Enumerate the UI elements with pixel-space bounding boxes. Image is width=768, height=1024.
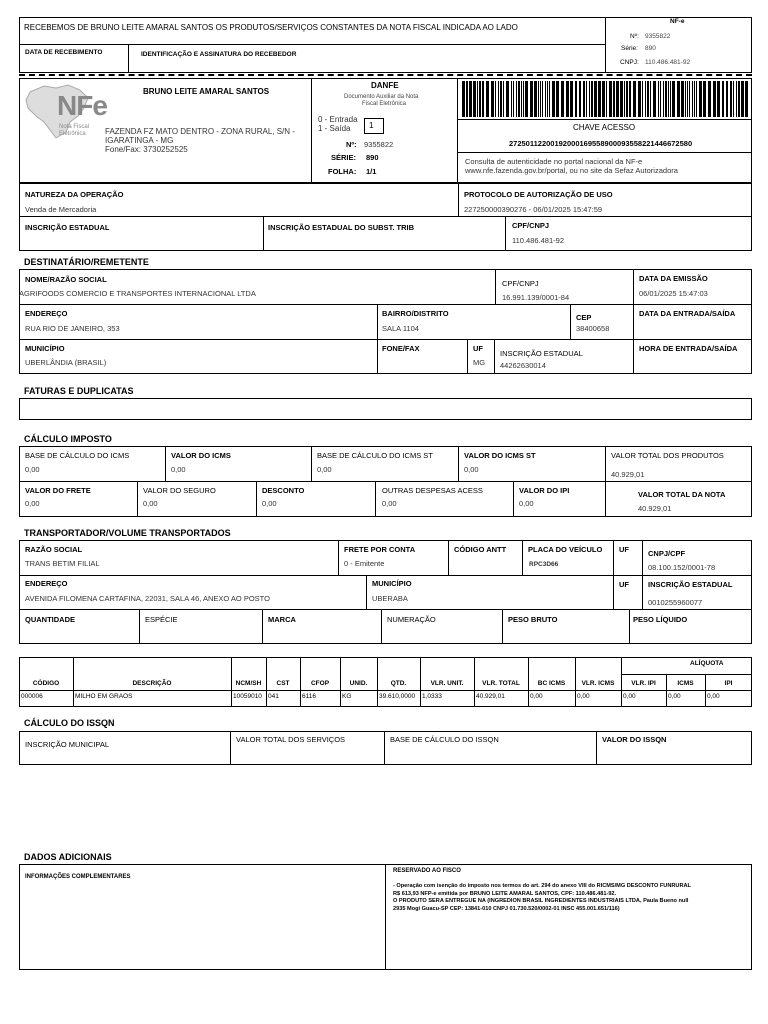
prod-cell: 10059010: [233, 693, 262, 700]
imp-vline2: [311, 446, 312, 481]
prod-cell: 1,0333: [422, 693, 442, 700]
tr-municipio: UBERABA: [372, 594, 408, 603]
tr-frete-label: FRETE POR CONTA: [344, 545, 416, 554]
prod-header: VLR. UNIT.: [430, 680, 464, 687]
barcode-bar: [598, 81, 601, 117]
barcode-bar: [552, 81, 555, 117]
tr-peso-liquido-label: PESO LÍQUIDO: [633, 615, 688, 624]
prod-cell: 041: [268, 693, 279, 700]
aliquota-hline: [621, 674, 752, 675]
protocolo-value: 227250000390276 - 06/01/2025 15:47:59: [464, 205, 603, 214]
canhoto-serie: 890: [645, 45, 656, 52]
dest-cpf: 16.991.139/0001-84: [502, 293, 570, 302]
tr-placa-label: PLACA DO VEÍCULO: [528, 545, 603, 554]
barcode-bar: [602, 81, 605, 117]
ipi: 0,00: [519, 499, 534, 508]
total-nota: 40.929,01: [638, 504, 672, 513]
issqn-vline2: [384, 731, 385, 765]
barcode-bar: [642, 81, 643, 117]
barcode-bar: [665, 81, 667, 117]
assinatura-label: IDENTIFICAÇÃO E ASSINATURA DO RECEBEDOR: [141, 51, 297, 58]
barcode-bar: [545, 81, 546, 117]
imp-hline: [19, 481, 752, 482]
bc-icms: 0,00: [25, 465, 40, 474]
imp-vline8: [513, 481, 514, 517]
barcode-bar: [626, 81, 628, 117]
barcode-bar: [663, 81, 664, 117]
seguro-label: VALOR DO SEGURO: [143, 486, 216, 495]
dest-vline1: [495, 269, 496, 304]
barcode-bar: [462, 81, 465, 117]
barcode-bar: [708, 81, 711, 117]
canhoto-vdivider2: [128, 44, 129, 73]
barcode-bar: [689, 81, 690, 117]
barcode-bar: [561, 81, 564, 117]
tr-cnpj-label: CNPJ/CPF: [648, 549, 686, 558]
barcode-bar: [518, 81, 520, 117]
issqn-bc-label: BASE DE CÁLCULO DO ISSQN: [390, 735, 499, 744]
barcode-bar: [722, 81, 724, 117]
transportador-section: TRANSPORTADOR/VOLUME TRANSPORTADOS: [24, 528, 231, 538]
barcode-bar: [586, 81, 587, 117]
dest-uf-label: UF: [473, 344, 483, 353]
prod-header: VLR. TOTAL: [482, 680, 520, 687]
data-recebimento-label: DATA DE RECEBIMENTO: [25, 49, 103, 56]
emitente-endereco1: FAZENDA FZ MATO DENTRO - ZONA RURAL, S/N -: [105, 127, 295, 136]
tr-antt-label: CÓDIGO ANTT: [454, 545, 507, 554]
barcode-bar: [703, 81, 706, 117]
tr-razao: TRANS BETIM FILIAL: [25, 559, 100, 568]
barcode-bar: [717, 81, 720, 117]
destinatario-section: DESTINATÁRIO/REMETENTE: [24, 257, 149, 267]
prod-header: VLR. ICMS: [581, 680, 615, 687]
barcode-bar: [570, 81, 573, 117]
tr-vline6: [366, 575, 367, 609]
barcode-bar: [738, 81, 740, 117]
barcode-bar: [606, 81, 607, 117]
barcode-bar: [685, 81, 686, 117]
prod-cell: 000006: [21, 693, 43, 700]
desconto: 0,00: [262, 499, 277, 508]
natureza-hline: [19, 216, 752, 217]
emitente-cpf: 110.486.481-92: [512, 236, 564, 245]
ie-vline1: [263, 216, 264, 251]
imp-vline1: [165, 446, 166, 481]
imp-vline7: [375, 481, 376, 517]
natureza-box: [19, 183, 752, 251]
destinatario-box: [19, 269, 752, 374]
canhoto-cnpj-label: CNPJ:: [620, 59, 639, 66]
barcode-bar: [583, 81, 585, 117]
barcode-bar: [745, 81, 748, 117]
nfe-logo-text: NFe: [57, 90, 107, 121]
header-vdivider1: [311, 78, 312, 183]
barcode-bar: [624, 81, 625, 117]
faturas-section: FATURAS E DUPLICATAS: [24, 386, 134, 396]
barcode-bar: [589, 81, 590, 117]
barcode-bar: [594, 81, 597, 117]
dest-hline2: [19, 339, 752, 340]
bc-st-label: BASE DE CÁLCULO DO ICMS ST: [317, 451, 433, 460]
imp-vline6: [256, 481, 257, 517]
bc-st: 0,00: [317, 465, 332, 474]
barcode-bar: [658, 81, 659, 117]
fisco-text-line4: 2935 Mogi Guacu-SP CEP: 13841-010 CNPJ 01.730.520/0002-01 INSC 455.001.651/116): [393, 905, 620, 912]
ie-label: INSCRIÇÃO ESTADUAL: [25, 223, 110, 232]
info-label: INFORMAÇÕES COMPLEMENTARES: [25, 874, 131, 880]
issqn-servicos-label: VALOR TOTAL DOS SERVIÇOS: [236, 735, 346, 744]
emitente-fone: Fone/Fax: 3730252525: [105, 145, 188, 154]
seguro: 0,00: [143, 499, 158, 508]
barcode-bar: [713, 81, 716, 117]
barcode-bar: [521, 81, 522, 117]
barcode-bar: [613, 81, 615, 117]
dest-ie-label: INSCRIÇÃO ESTADUAL: [500, 349, 583, 358]
barcode-bar: [741, 81, 744, 117]
prod-header: UNID.: [349, 680, 368, 687]
barcode-bar: [692, 81, 693, 117]
frete-label: VALOR DO FRETE: [25, 486, 91, 495]
barcode-bar: [479, 81, 481, 117]
protocolo-label: PROTOCOLO DE AUTORIZAÇÃO DE USO: [464, 190, 613, 199]
barcode-bar: [549, 81, 550, 117]
prod-col-divider: [666, 674, 667, 707]
tr-uf2-label: UF: [619, 580, 629, 589]
tr-ie-label: INSCRIÇÃO ESTADUAL: [648, 580, 733, 589]
barcode-bar: [495, 81, 496, 117]
danfe-numero: 9355822: [364, 140, 394, 149]
header-vdivider2: [457, 78, 458, 183]
barcode-bar: [677, 81, 680, 117]
desconto-label: DESCONTO: [262, 486, 305, 495]
adicionais-vline: [385, 864, 386, 970]
total-prod: 40.929,01: [611, 470, 645, 479]
dest-fone-label: FONE/FAX: [382, 344, 420, 353]
danfe-folha-label: FOLHA:: [328, 167, 357, 176]
natureza-value: Venda de Mercadoria: [25, 205, 97, 214]
tr-vline2: [448, 540, 449, 575]
dest-cpf-label: CPF/CNPJ: [502, 279, 539, 288]
ie-st-label: INSCRIÇÃO ESTADUAL DO SUBST. TRIB: [268, 223, 414, 232]
chave-label: CHAVE ACESSO: [573, 123, 636, 132]
imp-vline3: [458, 446, 459, 481]
barcode-bar: [647, 81, 649, 117]
prod-header: IPI: [724, 680, 733, 687]
chave-consulta2: www.nfe.fazenda.gov.br/portal, ou no site da Sefaz Autorizadora: [465, 166, 678, 175]
emitente-endereco2: IGARATINGA - MG: [105, 136, 174, 145]
tr-municipio-label: MUNICÍPIO: [372, 579, 412, 588]
barcode-bar: [616, 81, 619, 117]
barcode-bar: [466, 81, 468, 117]
dest-bairro: SALA 1104: [382, 324, 419, 333]
issqn-im-label: INSCRIÇÃO MUNICIPAL: [25, 740, 110, 749]
barcode-bar: [477, 81, 478, 117]
danfe-saida: 1 - Saída: [318, 124, 351, 133]
tr-peso-bruto-label: PESO BRUTO: [508, 615, 558, 624]
prod-cell: 0,00: [668, 693, 681, 700]
dest-entrada-label: DATA DA ENTRADA/SAÍDA: [639, 309, 736, 318]
barcode-bar: [591, 81, 593, 117]
outras-label: OUTRAS DESPESAS ACESS: [382, 486, 483, 495]
fisco-text-line3: O PRODUTO SERA ENTREGUE NA (INGREDION BRASIL INGREDIENTES INDUSTRIAIS LTDA, Paula Bueno null: [393, 898, 689, 904]
tr-cnpj: 08.100.152/0001-78: [648, 563, 716, 572]
danfe-folha: 1/1: [366, 167, 377, 176]
chave-value: 27250112200192000169558900093558221446672580: [509, 139, 693, 148]
danfe-tipo-box: 1: [364, 118, 384, 134]
issqn-vline1: [230, 731, 231, 765]
prod-header: CST: [276, 680, 290, 687]
prod-header: BC ICMS: [537, 680, 566, 687]
faturas-box: [19, 398, 752, 420]
emitente-cpf-label: CPF/CNPJ: [512, 221, 550, 230]
adicionais-section: DADOS ADICIONAIS: [24, 852, 112, 862]
barcode-bar: [687, 81, 688, 117]
barcode-bar: [575, 81, 577, 117]
icms: 0,00: [171, 465, 186, 474]
prod-cell: MILHO EM GRAOS: [75, 693, 133, 700]
barcode-bar: [530, 81, 533, 117]
barcode-bar: [500, 81, 502, 117]
dest-nome-label: NOME/RAZÃO SOCIAL: [25, 275, 107, 284]
barcode-bar: [498, 81, 499, 117]
imp-vline5: [137, 481, 138, 517]
dest-municipio-label: MUNICÍPIO: [25, 344, 65, 353]
total-nota-label: VALOR TOTAL DA NOTA: [638, 490, 726, 499]
barcode-bar: [699, 81, 702, 117]
tr-vline1: [338, 540, 339, 575]
barcode-icon: [460, 81, 750, 117]
dest-cep-label: CEP: [576, 313, 592, 322]
natureza-vline: [458, 183, 459, 216]
tr-hline2: [19, 609, 752, 610]
prod-col-divider: [705, 674, 706, 707]
tr-endereco: AVENIDA FILOMENA CARTAFINA, 22031, SALA 46, ANEXO AO POSTO: [25, 594, 270, 603]
dest-vline4: [570, 304, 571, 339]
dest-endereco-label: ENDEREÇO: [25, 309, 68, 318]
barcode-bar: [629, 81, 631, 117]
barcode-bar: [542, 81, 543, 117]
emitente-nome: BRUNO LEITE AMARAL SANTOS: [143, 87, 270, 96]
prod-header: ICMS: [677, 680, 694, 687]
prod-cell: 6116: [302, 693, 316, 700]
bc-icms-label: BASE DE CÁLCULO DO ICMS: [25, 451, 130, 460]
prod-cell: 40.929,01: [476, 693, 505, 700]
total-prod-label: VALOR TOTAL DOS PRODUTOS: [611, 451, 724, 460]
prod-header: DESCRIÇÃO: [132, 680, 172, 687]
canhoto-statement: RECEBEMOS DE BRUNO LEITE AMARAL SANTOS OS PRODUTOS/SERVIÇOS CONSTANTES DA NOTA FISCAL INDICADA AO LADO: [24, 23, 518, 32]
barcode-bar: [516, 81, 517, 117]
canhoto-numero-label: Nº:: [630, 33, 639, 40]
barcode-bar: [609, 81, 612, 117]
prod-cell: KG: [342, 693, 352, 700]
dest-bairro-label: BAIRRO/DISTRITO: [382, 309, 449, 318]
barcode-bar: [694, 81, 695, 117]
barcode-graphic: [460, 81, 750, 117]
nfe-logo-sub1: Nota Fiscal: [59, 124, 90, 130]
fisco-text: [393, 883, 749, 913]
imp-vline4: [605, 446, 606, 517]
barcode-bar: [672, 81, 675, 117]
prod-cell: 0,00: [577, 693, 590, 700]
fisco-text-line2: R$ 613,93 NFP-e emitida por BRUNO LEITE AMARAL SANTOS, CPF: 110.486.481-92.: [393, 890, 617, 897]
dest-endereco: RUA RIO DE JANEIRO, 353: [25, 324, 120, 333]
danfe-sub1: Documento Auxiliar da Nota: [344, 94, 419, 100]
prod-cell: 0,00: [707, 693, 720, 700]
dest-emissao-label: DATA DA EMISSÃO: [639, 274, 708, 283]
danfe-sub2: Fiscal Eletrônica: [362, 101, 407, 107]
prod-header: NCM/SH: [235, 680, 262, 687]
prod-cell: 0,00: [530, 693, 543, 700]
barcode-bar: [540, 81, 541, 117]
prod-header: CÓDIGO: [32, 680, 60, 687]
barcode-bar: [645, 81, 646, 117]
dest-hline1: [19, 304, 752, 305]
issqn-section: CÁLCULO DO ISSQN: [24, 718, 115, 728]
tr-vline9: [381, 609, 382, 644]
fisco-text-line1: - Operação com isenção do imposto nos termos do art. 294 do anexo VIII do RICMS/MG DESCONTO FUNRURAL: [393, 883, 691, 889]
tr-especie-label: ESPÉCIE: [145, 615, 178, 624]
barcode-bar: [506, 81, 509, 117]
barcode-bar: [473, 81, 476, 117]
barcode-bar: [556, 81, 559, 117]
prod-header: CFOP: [310, 680, 330, 687]
natureza-label: NATUREZA DA OPERAÇÃO: [25, 190, 124, 199]
tr-vline10: [502, 609, 503, 644]
dest-vline2: [633, 269, 634, 374]
canhoto-serie-label: Série:: [621, 45, 638, 52]
barcode-bar: [525, 81, 528, 117]
barcode-bar: [491, 81, 494, 117]
imposto-section: CÁLCULO IMPOSTO: [24, 434, 112, 444]
dest-vline6: [494, 339, 495, 374]
dest-emissao: 06/01/2025 15:47:03: [639, 289, 708, 298]
canhoto-numero: 9355822: [645, 33, 671, 40]
barcode-bar: [726, 81, 728, 117]
tr-marca-label: MARCA: [268, 615, 296, 624]
icms-label: VALOR DO ICMS: [171, 451, 231, 460]
barcode-bar: [670, 81, 671, 117]
prod-hline: [19, 690, 752, 691]
issqn-valor-label: VALOR DO ISSQN: [602, 735, 667, 744]
barcode-bar: [660, 81, 661, 117]
danfe-serie-label: SÉRIE:: [331, 153, 357, 162]
tr-vline4: [613, 540, 614, 609]
prod-cell: 0,00: [623, 693, 636, 700]
barcode-bar: [482, 81, 484, 117]
chave-hline1: [457, 119, 752, 120]
canhoto-divider: [19, 44, 605, 45]
barcode-bar: [538, 81, 539, 117]
dest-municipio: UBERLÂNDIA (BRASIL): [25, 358, 107, 367]
cut-line: [19, 74, 752, 76]
tr-vline5: [642, 540, 643, 609]
barcode-bar: [733, 81, 734, 117]
outras: 0,00: [382, 499, 397, 508]
barcode-bar: [620, 81, 623, 117]
barcode-bar: [653, 81, 656, 117]
tr-quantidade-label: QUANTIDADE: [25, 615, 75, 624]
tr-endereco-label: ENDEREÇO: [25, 579, 68, 588]
barcode-bar: [503, 81, 504, 117]
chave-consulta1: Consulta de autenticidade no portal nacional da NF-e: [465, 157, 643, 166]
tr-frete: 0 - Emitente: [344, 559, 385, 568]
danfe-entrada: 0 - Entrada: [318, 115, 358, 124]
barcode-bar: [511, 81, 512, 117]
tr-razao-label: RAZÃO SOCIAL: [25, 545, 83, 554]
prod-cell: 39.610,0000: [379, 693, 416, 700]
canhoto-cnpj: 110.486.481-92: [645, 59, 691, 66]
tr-placa: RPC3D66: [529, 561, 559, 568]
dest-nome: AGRIFOODS COMERCIO E TRANSPORTES INTERNACIONAL LTDA: [19, 289, 256, 298]
barcode-bar: [513, 81, 514, 117]
barcode-bar: [696, 81, 697, 117]
danfe-title: DANFE: [371, 81, 399, 90]
tr-uf-label: UF: [619, 545, 629, 554]
ipi-label: VALOR DO IPI: [519, 486, 570, 495]
danfe-numero-label: Nº:: [346, 140, 357, 149]
tr-vline3: [522, 540, 523, 575]
nfe-logo-sub2: Eletrônica: [59, 131, 86, 137]
fisco-label: RESERVADO AO FISCO: [393, 868, 461, 874]
canhoto-vdivider: [605, 17, 606, 73]
dest-cep: 38400658: [576, 324, 610, 333]
frete: 0,00: [25, 499, 40, 508]
icms-st-label: VALOR DO ICMS ST: [464, 451, 536, 460]
barcode-bar: [668, 81, 669, 117]
prod-header: VLR. IPI: [631, 680, 656, 687]
issqn-vline3: [596, 731, 597, 765]
dest-ie: 44262630014: [500, 361, 546, 370]
dest-uf: MG: [473, 358, 486, 367]
tr-numeracao-label: NUMERAÇÃO: [387, 615, 436, 624]
tr-vline8: [262, 609, 263, 644]
barcode-bar: [730, 81, 732, 117]
barcode-bar: [638, 81, 641, 117]
dest-vline3: [377, 304, 378, 374]
barcode-bar: [736, 81, 737, 117]
dest-hora-label: HORA DE ENTRADA/SAÍDA: [639, 344, 738, 353]
barcode-bar: [469, 81, 472, 117]
canhoto-nfe-label: NF-e: [670, 18, 685, 25]
barcode-bar: [486, 81, 489, 117]
barcode-bar: [534, 81, 537, 117]
dest-vline5: [467, 339, 468, 374]
barcode-bar: [566, 81, 569, 117]
tr-vline11: [629, 609, 630, 644]
aliquota-label: ALÍQUOTA: [690, 660, 724, 667]
barcode-bar: [633, 81, 636, 117]
barcode-bar: [681, 81, 684, 117]
tr-vline7: [139, 609, 140, 644]
barcode-bar: [650, 81, 651, 117]
tr-ie: 0010255960077: [648, 598, 703, 607]
barcode-bar: [579, 81, 581, 117]
ie-vline2: [505, 216, 506, 251]
barcode-bar: [547, 81, 548, 117]
prod-header: QTD.: [390, 680, 407, 687]
icms-st: 0,00: [464, 465, 479, 474]
barcode-bar: [523, 81, 524, 117]
danfe-serie: 890: [366, 153, 379, 162]
chave-hline2: [457, 152, 752, 153]
